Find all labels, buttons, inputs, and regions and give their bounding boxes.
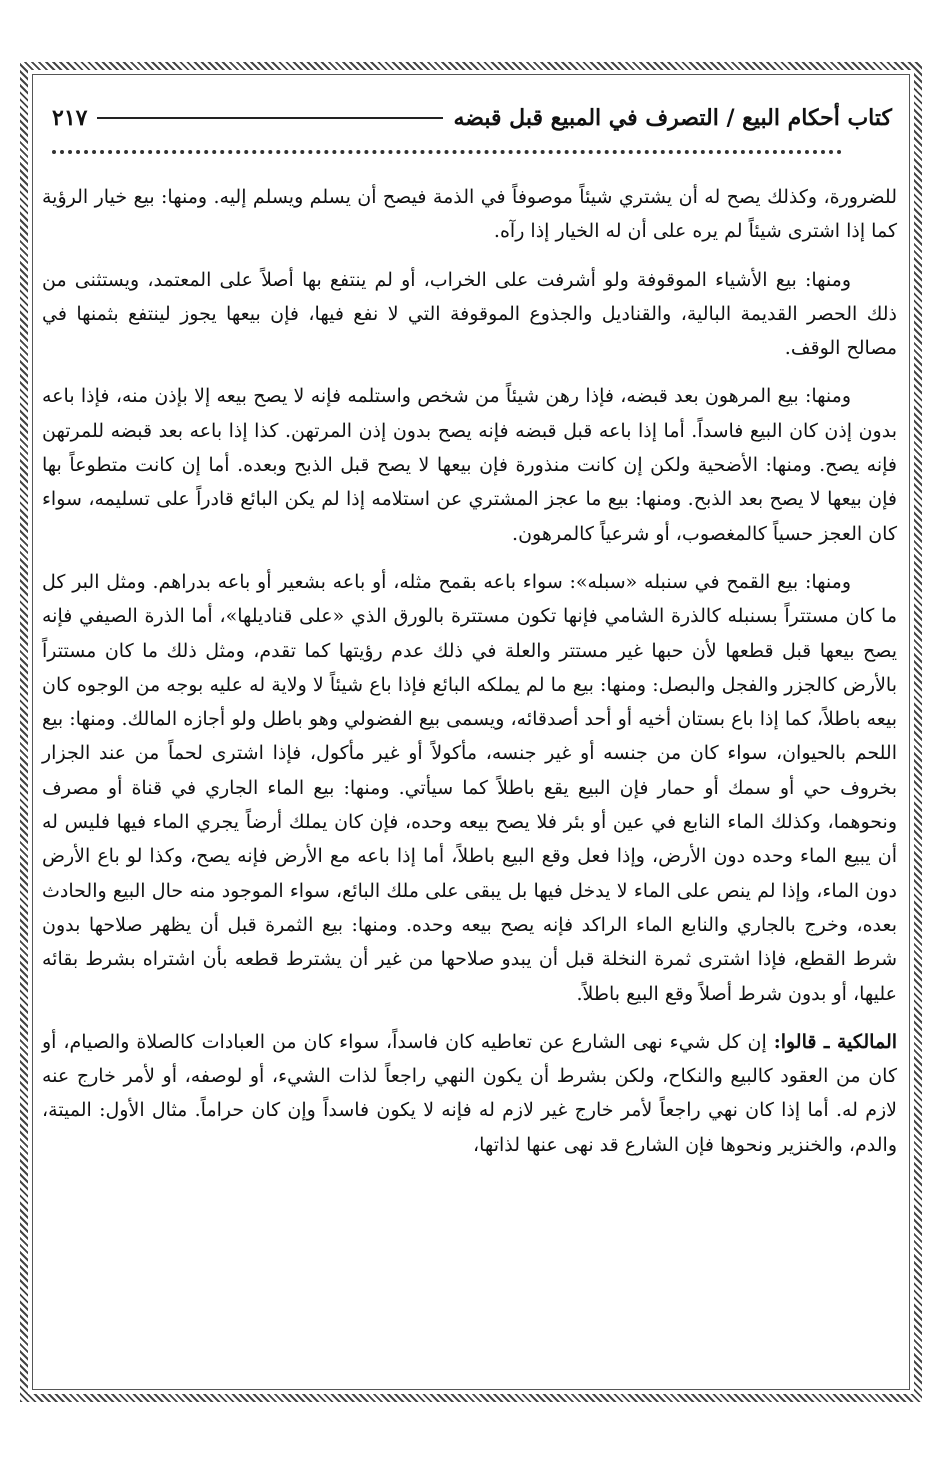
- paragraph-text: إن كل شيء نهى الشارع عن تعاطيه كان فاسداً، سواء كان من العبادات كالصلاة والصيام، أو كان من العقود كالبيع والنكاح، ولكن بشرط أن يكون النهي راجعاً لذات الشيء، أو لوصفه، أو لأمر خارج عنه لازم له. أما إذا كان نهي راجعاً لأمر خارج غير لازم له فإنه لا يكون فاسداً وإن كان حراماً. مثال الأول: الميتة، والدم، والخنزير ونحوها فإن الشارع قد نهى عنها لذاتها،: [42, 1030, 897, 1156]
- page-number: ٢١٧: [52, 105, 88, 131]
- paragraph: للضرورة، وكذلك يصح له أن يشتري شيئاً موصوفاً في الذمة فيصح أن يسلم ويسلم إليه. ومنها: بيع خيار الرؤية كما إذا اشترى شيئاً لم يره على أن له الخيار إذا رآه.: [42, 186, 897, 243]
- dotted-divider: [52, 150, 842, 154]
- paragraph: ومنها: بيع الأشياء الموقوفة ولو أشرفت على الخراب، أو لم ينتفع بها أصلاً على المعتمد، ويستثنى من ذلك الحصر القديمة البالية، والقناديل والجذوع الموقوفة التي لا نفع فيها، فإن بيعها يجوز لينتفع بثمنها في مصالح الوقف.: [42, 268, 897, 360]
- paragraph: ومنها: بيع المرهون بعد قبضه، فإذا رهن شيئاً من شخص واستلمه فإنه لا يصح بيعه إلا بإذن منه، فإذا باعه بدون إذن كان البيع فاسداً. أما إذا باعه قبل قبضه فإنه يصح بدون إذن المرتهن. كذا إذا باعه بعد قبضه للمرتهن فإنه يصح. ومنها: الأضحية ولكن إن كانت منذورة فإن بيعها لا يصح قبل الذبح وبعده. أما إن كانت متطوعاً بها فإن بيعها لا يصح بعد الذبح. ومنها: بيع ما عجز المشتري عن استلامه إذا لم يكن البائع قادراً على تسليمه، سواء كان العجز حسياً كالمغصوب، أو شرعياً كالمرهون.: [42, 385, 897, 545]
- body-text: [42, 180, 897, 1176]
- paragraph: [42, 1025, 897, 1162]
- header-rule: [97, 117, 443, 119]
- paragraph-lead: المالكية ـ قالوا:: [773, 1030, 898, 1053]
- paragraph: ومنها: بيع القمح في سنبله «سبله»: سواء باعه بقمح مثله، أو باعه بشعير أو باعه بدراهم. ومثل البر كل ما كان مستتراً بسنبله كالذرة الشامي فإنها تكون مستترة بالورق الذي «على قناديلها»، أما الذرة الصيفي فإنه يصح بيعها قبل قطعها لأن حبها غير مستتر والعلة في ذلك عدم رؤيتها كما تقدم، ومثل ذلك ما كان مستتراً بالأرض كالجزر والفجل والبصل: ومنها: بيع ما لم يملكه البائع فإذا باع شيئاً لا ولاية له عليه بوجه من الوجوه كان بيعه باطلاً، كما إذا باع بستان أخيه أو أحد أصدقائه، ويسمى بيع الفضولي وهو باطل ولو أجازه المالك. ومنها: بيع اللحم بالحيوان، سواء كان من جنسه أو غير جنسه، مأكولاً أو غير مأكول، فإذا اشترى لحماً من عند الجزار بخروف حي أو سمك أو حمار فإن البيع يقع باطلاً كما سيأتي. ومنها: بيع الماء الجاري في قناة أو مصرف ونحوهما، وكذلك الماء النابع في عين أو بئر فلا يصح بيعه وحده، فإن كان يملك أرضاً يجري الماء فيها فليس له أن يبيع الماء وحده دون الأرض، وإذا فعل وقع البيع باطلاً، أما إذا باعه مع الأرض فإنه يصح، وكذا لو باع الأرض دون الماء، وإذا لم ينص على الماء لا يدخل فيها بل يبقى على ملك البائع، سواء الموجود منه حال البيع والحادث بعده، وخرج بالجاري والنابع الماء الراكد فإنه يصح بيعه وحده. ومنها: بيع الثمرة قبل أن يظهر صلاحها بدون شرط القطع، فإذا اشترى ثمرة النخلة قبل أن يبدو صلاحها من غير أن يشترط قطعه بأن اشتراه بشرط بقائه عليها، أو بدون شرط أصلاً وقع البيع باطلاً.: [42, 570, 897, 1005]
- running-title: كتاب أحكام البيع / التصرف في المبيع قبل قبضه: [453, 105, 892, 131]
- page-header: [52, 98, 892, 138]
